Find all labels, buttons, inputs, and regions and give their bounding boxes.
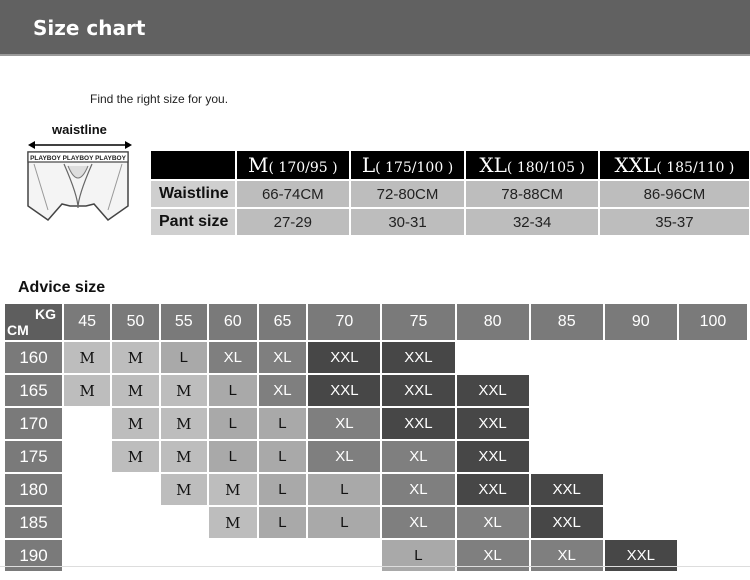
- size-cell: [530, 407, 604, 440]
- size-cell: [530, 440, 604, 473]
- size-cell: [111, 506, 159, 539]
- size-cell: [604, 506, 678, 539]
- size-cell: [208, 539, 258, 572]
- waistline-label: waistline: [52, 122, 107, 137]
- size-cell: M: [160, 473, 208, 506]
- size-cell: [604, 374, 678, 407]
- size-cell: XXL: [381, 374, 455, 407]
- advice-size-table: [4, 303, 748, 572]
- table-cell: 30-31: [350, 208, 466, 236]
- weight-header-cell: 65: [258, 303, 308, 341]
- size-cell: M: [111, 407, 159, 440]
- size-cell: [456, 341, 530, 374]
- size-cell: XL: [307, 407, 381, 440]
- size-cell: [678, 440, 748, 473]
- size-cell: L: [160, 341, 208, 374]
- advice-corner: [4, 303, 63, 341]
- size-cell: M: [111, 374, 159, 407]
- size-cell: L: [258, 407, 308, 440]
- size-cell: M: [63, 374, 111, 407]
- size-cell: XL: [381, 473, 455, 506]
- size-cell: [678, 341, 748, 374]
- size-cell: XXL: [307, 341, 381, 374]
- size-cell: L: [307, 473, 381, 506]
- size-cell: XXL: [381, 407, 455, 440]
- svg-text:PLAYBOY PLAYBOY PLAYBOY: PLAYBOY PLAYBOY PLAYBOY: [30, 155, 126, 162]
- size-cell: [63, 506, 111, 539]
- size-cell: [678, 374, 748, 407]
- size-cell: M: [111, 440, 159, 473]
- row-label-pant-size: Pant size: [150, 208, 236, 236]
- size-cell: XL: [381, 440, 455, 473]
- weight-header-cell: 70: [307, 303, 381, 341]
- size-cell: [678, 539, 748, 572]
- kg-label: KG: [35, 306, 56, 322]
- height-header-cell: 185: [4, 506, 63, 539]
- table-cell: 32-34: [465, 208, 598, 236]
- size-cell: XL: [456, 539, 530, 572]
- size-cell: [63, 407, 111, 440]
- size-cell: XL: [456, 506, 530, 539]
- size-cell: L: [258, 506, 308, 539]
- table-row: [4, 473, 748, 506]
- size-header-l: L( 175/100 ): [350, 150, 466, 180]
- size-cell: [63, 473, 111, 506]
- underwear-illustration-icon: [24, 150, 132, 226]
- size-cell: [604, 440, 678, 473]
- advice-header-row: [4, 303, 748, 341]
- size-cell: M: [208, 473, 258, 506]
- weight-header-cell: 45: [63, 303, 111, 341]
- table-row: [150, 208, 750, 236]
- size-cell: [530, 341, 604, 374]
- height-header-cell: 160: [4, 341, 63, 374]
- size-cell: L: [307, 506, 381, 539]
- size-cell: L: [208, 440, 258, 473]
- table-cell: 86-96CM: [599, 180, 750, 208]
- table-row: [4, 506, 748, 539]
- table-cell: 72-80CM: [350, 180, 466, 208]
- size-header-row: [150, 150, 750, 180]
- table-cell: 78-88CM: [465, 180, 598, 208]
- size-cell: M: [63, 341, 111, 374]
- height-header-cell: 175: [4, 440, 63, 473]
- size-cell: XXL: [456, 407, 530, 440]
- size-header-xl: XL( 180/105 ): [465, 150, 598, 180]
- size-cell: L: [208, 374, 258, 407]
- size-cell: XXL: [307, 374, 381, 407]
- size-cell: XXL: [456, 473, 530, 506]
- size-cell: L: [258, 473, 308, 506]
- advice-size-title: Advice size: [18, 279, 106, 296]
- size-cell: M: [160, 407, 208, 440]
- size-cell: [604, 407, 678, 440]
- table-row: [4, 539, 748, 572]
- size-cell: XL: [208, 341, 258, 374]
- size-header-m: M( 170/95 ): [236, 150, 350, 180]
- cm-label: CM: [7, 322, 29, 338]
- header-divider: [0, 54, 750, 56]
- size-cell: M: [160, 440, 208, 473]
- size-cell: [678, 473, 748, 506]
- table-cell: 66-74CM: [236, 180, 350, 208]
- height-header-cell: 190: [4, 539, 63, 572]
- weight-header-cell: 85: [530, 303, 604, 341]
- weight-header-cell: 100: [678, 303, 748, 341]
- waistline-arrow-icon: [28, 140, 132, 150]
- size-cell: XXL: [456, 374, 530, 407]
- table-cell: 35-37: [599, 208, 750, 236]
- size-cell: XXL: [381, 341, 455, 374]
- size-table: [150, 150, 750, 236]
- size-cell: XL: [381, 506, 455, 539]
- size-cell: M: [111, 341, 159, 374]
- size-cell: [307, 539, 381, 572]
- size-cell: L: [208, 407, 258, 440]
- size-cell: XL: [307, 440, 381, 473]
- size-cell: XXL: [604, 539, 678, 572]
- size-cell: [111, 539, 159, 572]
- size-cell: [160, 506, 208, 539]
- table-row: [150, 180, 750, 208]
- size-cell: [63, 539, 111, 572]
- table-row: [4, 407, 748, 440]
- size-cell: L: [381, 539, 455, 572]
- weight-header-cell: 90: [604, 303, 678, 341]
- table-row: [4, 374, 748, 407]
- bottom-divider: [0, 566, 750, 567]
- table-row: [4, 440, 748, 473]
- size-cell: M: [160, 374, 208, 407]
- weight-header-cell: 80: [456, 303, 530, 341]
- size-cell: XL: [258, 341, 308, 374]
- size-cell: [160, 539, 208, 572]
- size-cell: [111, 473, 159, 506]
- size-cell: [604, 341, 678, 374]
- size-cell: [63, 440, 111, 473]
- subtitle: Find the right size for you.: [90, 92, 229, 106]
- size-cell: XL: [530, 539, 604, 572]
- weight-header-cell: 60: [208, 303, 258, 341]
- size-cell: XL: [258, 374, 308, 407]
- size-header-xxl: XXL( 185/110 ): [599, 150, 750, 180]
- height-header-cell: 180: [4, 473, 63, 506]
- size-cell: XXL: [456, 440, 530, 473]
- size-cell: [604, 473, 678, 506]
- weight-header-cell: 75: [381, 303, 455, 341]
- size-cell: [258, 539, 308, 572]
- height-header-cell: 170: [4, 407, 63, 440]
- weight-header-cell: 55: [160, 303, 208, 341]
- table-row: [4, 341, 748, 374]
- size-cell: M: [208, 506, 258, 539]
- table-cell: 27-29: [236, 208, 350, 236]
- size-cell: [678, 407, 748, 440]
- size-cell: L: [258, 440, 308, 473]
- size-cell: XXL: [530, 473, 604, 506]
- row-label-waistline: Waistline: [150, 180, 236, 208]
- page-title: Size chart: [33, 16, 146, 40]
- size-cell: XXL: [530, 506, 604, 539]
- weight-header-cell: 50: [111, 303, 159, 341]
- size-cell: [678, 506, 748, 539]
- size-header-corner: [150, 150, 236, 180]
- height-header-cell: 165: [4, 374, 63, 407]
- size-cell: [530, 374, 604, 407]
- header-bar: [0, 0, 750, 54]
